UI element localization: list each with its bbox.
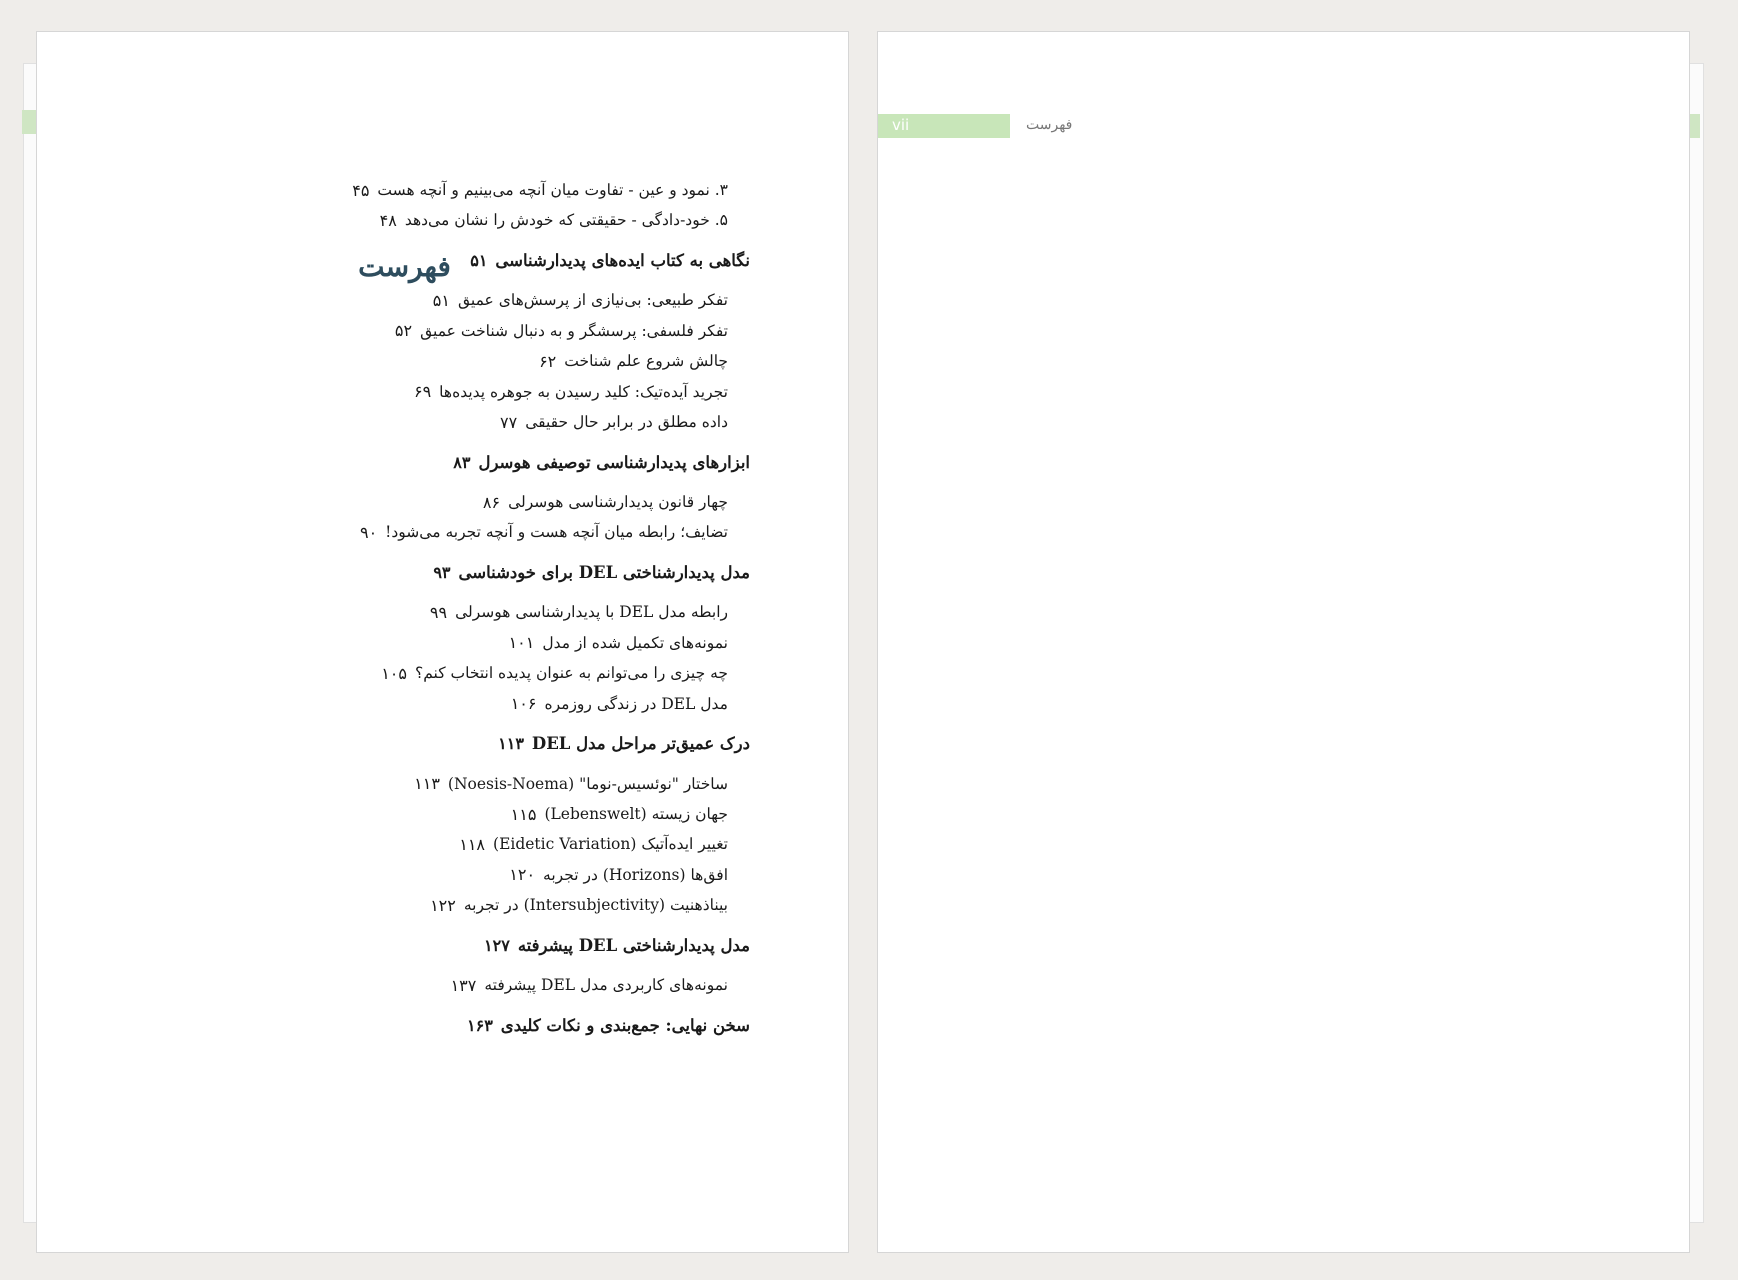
toc-page-number: ۴۵ (352, 180, 370, 200)
toc-page-number: ۱۲۲ (430, 895, 456, 915)
toc-page-number: ۸۶ (482, 492, 501, 512)
right-page (352, 31, 1690, 1253)
toc-page-number: ۱۰۶ (510, 694, 537, 714)
toc-page-number: ۵۱ (432, 290, 450, 310)
toc-entry-title: چهار قانون پدیدارشناسی هوسرلی (508, 493, 728, 511)
toc-entry-title: ابزارهای پدیدارشناسی توصیفی هوسرل (478, 452, 750, 472)
toc-entry-title: مدل پدیدارشناختی DEL برای خودشناسی (458, 562, 750, 582)
toc-entry-title: تفکر فلسفی: پرسشگر و به دنبال شناخت عمیق (420, 321, 728, 340)
toc-entry-title: تجرید آیده‌تیک: کلید رسیدن به جوهره پدیده‌ها (439, 382, 728, 401)
right-tab-mark (1690, 114, 1700, 138)
toc-page-number: ۱۰۱ (508, 633, 535, 653)
toc-entry-title: نگاهی به کتاب ایده‌های پدیدارشناسی (495, 250, 750, 270)
toc-page-number: ۱۱۸ (459, 834, 485, 854)
toc-page-number: ۸۳ (453, 452, 471, 472)
toc-page-number: ۵۲ (394, 321, 413, 341)
toc-page-number: ۷۷ (500, 412, 518, 432)
toc-page-number: ۱۰۵ (381, 663, 407, 683)
page-number: vii (892, 116, 910, 134)
toc-entry-title: افق‌ها (Horizons) در تجربه (543, 865, 728, 884)
toc-page-number: ۹۳ (433, 562, 451, 582)
toc-page-number: ۶۲ (539, 351, 557, 371)
toc-page-number: ۱۱۳ (498, 734, 524, 754)
toc-entry-title: مدل DEL در زندگی روزمره (544, 694, 728, 713)
toc-page-number: ۴۸ (379, 210, 397, 230)
toc-page-number: ۱۱۳ (414, 774, 440, 794)
toc-entry-title: بیناذهنیت (Intersubjectivity) در تجربه (463, 896, 728, 915)
toc-entry-title: چه چیزی را می‌توانم به عنوان پدیده انتخاب کنم؟ (414, 664, 728, 683)
toc-entry-title: نمونه‌های تکمیل شده از مدل (542, 633, 728, 652)
toc-entry-title: ساختار "نوئسیس-نوما" (Noesis-Noema) (447, 774, 728, 793)
toc-page-number: ۱۲۷ (484, 935, 510, 955)
toc-page-number: ۹۰ (359, 522, 378, 542)
header-title: فهرست (1026, 117, 1073, 133)
toc-entry-title: درک عمیق‌تر مراحل مدل DEL (531, 734, 750, 754)
toc-page-number: ۱۶۳ (467, 1015, 493, 1035)
page-title: فهرست (358, 250, 451, 283)
toc-entry-title: سخن نهایی: جمع‌بندی و نکات کلیدی (500, 1015, 750, 1035)
toc-page-number: ۹۹ (429, 602, 448, 622)
toc-entry-title: چالش شروع علم شناخت (564, 352, 728, 371)
toc-entry-title: تغییر ایده‌آتیک (Eidetic Variation) (493, 835, 728, 854)
toc-entry-title: جهان زیسته (Lebenswelt) (544, 805, 728, 823)
toc-page-number: ۶۹ (413, 382, 432, 402)
toc-entry-title: تضایف؛ رابطه میان آنچه هست و آنچه تجربه می‌شود! (385, 523, 728, 542)
toc-page-number: ۵۱ (470, 250, 488, 270)
running-header (878, 114, 1691, 138)
toc-page-number: ۱۱۵ (510, 804, 537, 824)
toc-entry-title: مدل پدیدارشناختی DEL پیشرفته (517, 935, 750, 955)
toc-entry-title: نمونه‌های کاربردی مدل DEL پیشرفته (484, 976, 728, 995)
toc-entry-title: تفکر طبیعی: بی‌نیازی از پرسش‌های عمیق (457, 291, 728, 310)
left-tab-mark (22, 110, 36, 134)
toc-entry-title: داده مطلق در برابر حال حقیقی (525, 413, 728, 431)
toc-page-number: ۱۳۷ (450, 975, 477, 995)
header-band (878, 114, 1010, 138)
toc-entry-title: ۳. نمود و عین - تفاوت میان آنچه می‌بینیم و آنچه هست (377, 181, 728, 199)
toc-page-number: ۱۲۰ (509, 865, 536, 885)
toc-entry-title: ۵. خود-دادگی - حقیقتی که خودش را نشان می‌دهد (404, 211, 728, 230)
toc-entry-title: رابطه مدل DEL با پدیدارشناسی هوسرلی (455, 603, 728, 622)
